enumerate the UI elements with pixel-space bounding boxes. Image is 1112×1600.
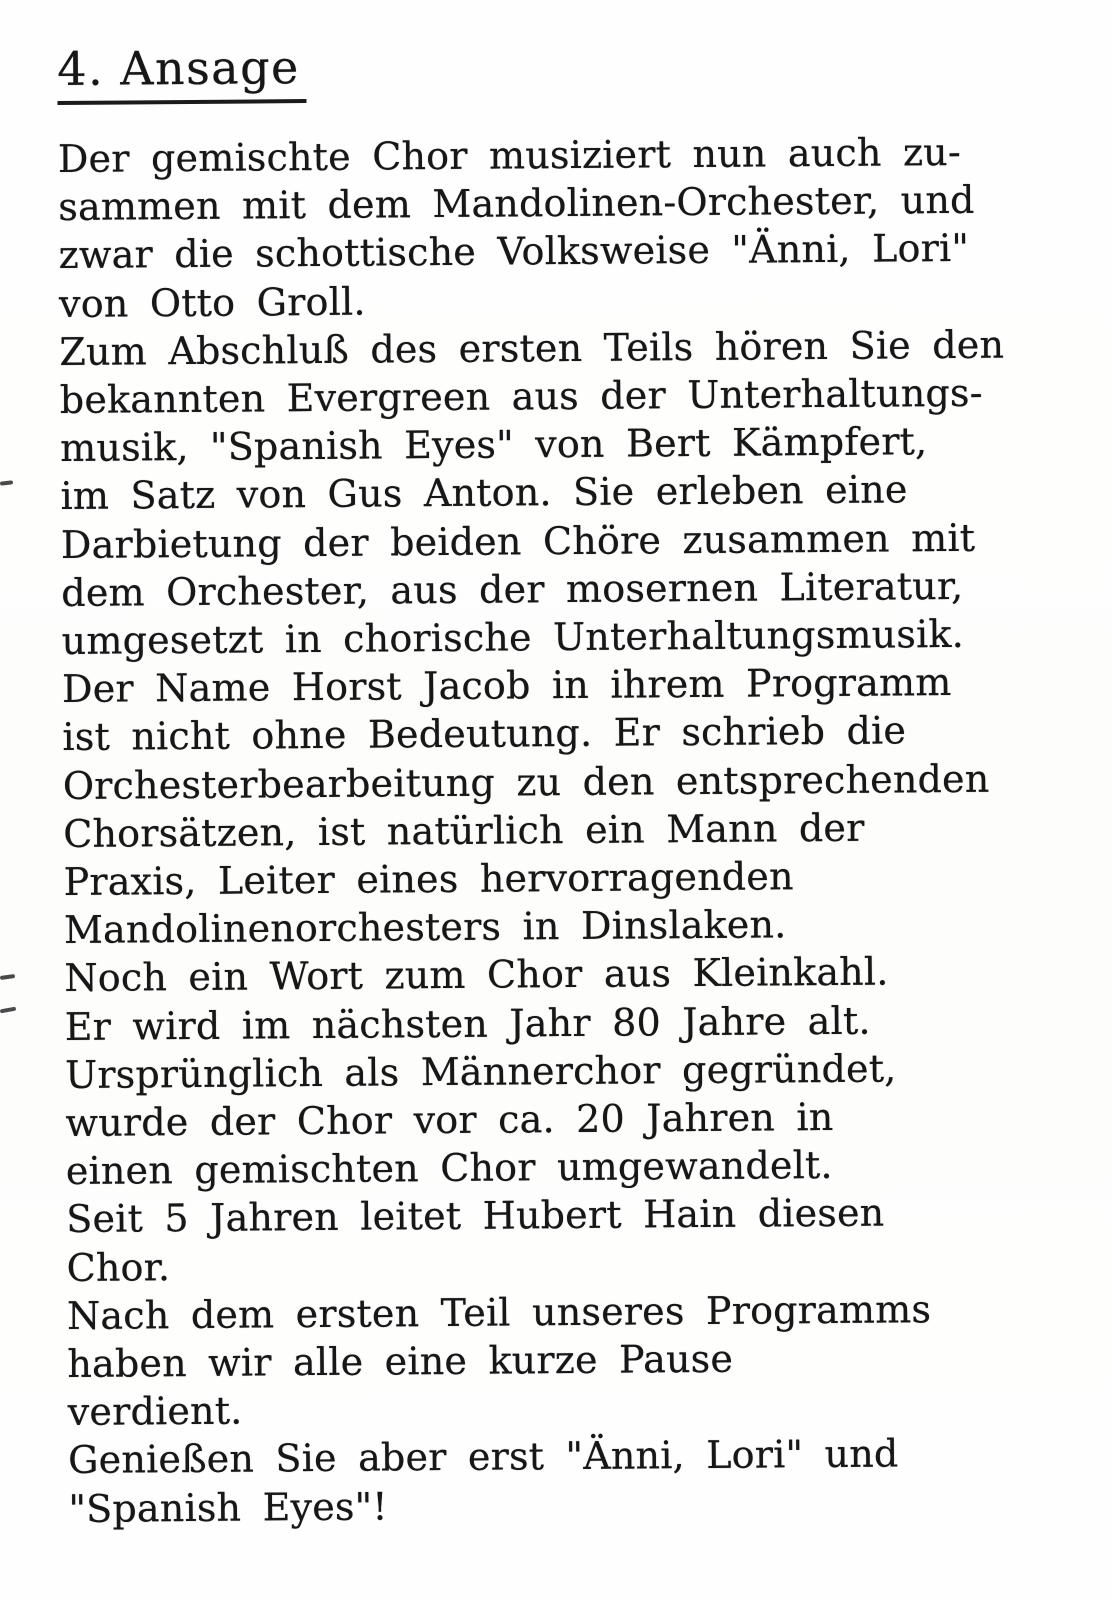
text-line: Ursprünglich als Männerchor gegründet, — [64, 1046, 897, 1097]
text-line: Chor. — [66, 1244, 171, 1290]
text-line: im Satz von Gus Anton. Sie erleben eine — [60, 467, 908, 519]
text-line: Seit 5 Jahren leitet Hubert Hain diesen — [66, 1191, 885, 1242]
text-line: Noch ein Wort zum Chor aus Kleinkahl. — [64, 949, 889, 1001]
text-line: Chorsätzen, ist natürlich ein Mann der — [63, 805, 865, 856]
text-line: Er wird im nächsten Jahr 80 Jahre alt. — [64, 998, 871, 1049]
text-line: musik, "Spanish Eyes" von Bert Kämpfert, — [60, 419, 928, 471]
text-line: haben wir alle eine kurze Pause — [67, 1336, 734, 1387]
text-line: Nach dem ersten Teil unseres Programms — [66, 1287, 932, 1338]
text-line: zwar die schottische Volksweise "Änni, Lori" — [58, 226, 970, 278]
text-line: Mandolinenorchesters in Dinslaken. — [63, 902, 787, 953]
text-line: Der gemischte Chor musiziert nun auch zu- — [57, 129, 962, 181]
text-line: Genießen Sie aber erst "Änni, Lori" und — [67, 1431, 899, 1483]
scan-artifact-mark — [0, 480, 13, 485]
text-line: Praxis, Leiter eines hervorragenden — [63, 854, 794, 905]
text-line: einen gemischten Chor umgewandelt. — [65, 1143, 833, 1194]
text-line: Der Name Horst Jacob in ihrem Programm — [61, 660, 952, 712]
text-line: umgesetzt in chorische Unterhaltungsmusik. — [61, 611, 965, 664]
text-line: sammen mit dem Mandolinen-Orchester, und — [58, 178, 975, 230]
text-line: "Spanish Eyes"! — [68, 1484, 388, 1531]
text-line: Darbietung der beiden Chöre zusammen mit — [60, 515, 976, 567]
text-line: verdient. — [67, 1388, 243, 1435]
text-line: Zum Abschluß des ersten Teils hören Sie den — [59, 322, 1005, 374]
body-text — [58, 128, 1014, 1533]
scan-artifact-mark — [0, 1007, 16, 1014]
text-line: bekannten Evergreen aus der Unterhaltungs- — [59, 370, 983, 423]
text-line: Orchesterbearbeitung zu den entsprechenden — [62, 756, 990, 808]
document-content — [57, 35, 1013, 1533]
text-line: ist nicht ohne Bedeutung. Er schrieb die — [62, 708, 907, 760]
scan-artifact-mark — [0, 974, 15, 980]
text-line: wurde der Chor vor ca. 20 Jahren in — [65, 1094, 834, 1146]
text-line: dem Orchester, aus der mosernen Literatur, — [61, 563, 964, 615]
section-heading: 4. Ansage — [57, 40, 306, 105]
text-line: von Otto Groll. — [58, 279, 366, 326]
